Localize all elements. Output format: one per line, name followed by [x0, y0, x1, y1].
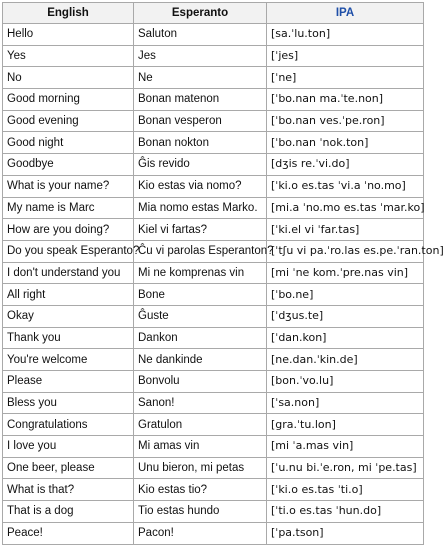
esperanto-cell: Kiel vi fartas? [134, 219, 267, 241]
esperanto-cell: Kio estas tio? [134, 479, 267, 501]
table-row [3, 45, 424, 67]
table-row [3, 436, 424, 458]
table-row [3, 175, 424, 197]
column-header-english: English [3, 3, 134, 24]
ipa-cell: [ˈki.o es.tas ˈti.o] [267, 479, 424, 501]
esperanto-cell: Ĝuste [134, 305, 267, 327]
header-row [3, 3, 424, 24]
table-row [3, 24, 424, 46]
ipa-cell: [ˈki.el vi ˈfar.tas] [267, 219, 424, 241]
english-cell: You're welcome [3, 349, 134, 371]
esperanto-cell: Ĝis revido [134, 154, 267, 176]
ipa-cell: [ˈdan.kon] [267, 327, 424, 349]
table-row [3, 284, 424, 306]
table-row [3, 327, 424, 349]
ipa-cell: [ˈu.nu bi.ˈe.ron, mi ˈpe.tas] [267, 457, 424, 479]
column-header-ipa[interactable]: IPA [267, 3, 424, 24]
ipa-cell: [ˈbo.nan ma.ˈte.non] [267, 89, 424, 111]
ipa-cell: [mi ˈne kom.ˈpre.nas vin] [267, 262, 424, 284]
english-cell: Thank you [3, 327, 134, 349]
esperanto-cell: Saluton [134, 24, 267, 46]
ipa-cell: [ˈbo.nan ˈnok.ton] [267, 132, 424, 154]
ipa-cell: [ˈbo.nan ves.ˈpe.ron] [267, 110, 424, 132]
english-cell: That is a dog [3, 501, 134, 523]
ipa-cell: [ˈtʃu vi pa.ˈro.las es.pe.ˈran.ton] [267, 240, 424, 262]
table-row [3, 89, 424, 111]
table-row [3, 479, 424, 501]
ipa-cell: [bon.ˈvo.lu] [267, 371, 424, 393]
esperanto-cell: Pacon! [134, 522, 267, 544]
table-row [3, 414, 424, 436]
table-row [3, 305, 424, 327]
english-cell: I love you [3, 436, 134, 458]
english-cell: Congratulations [3, 414, 134, 436]
english-cell: Good morning [3, 89, 134, 111]
esperanto-cell: Bonvolu [134, 371, 267, 393]
esperanto-cell: Bone [134, 284, 267, 306]
english-cell: Peace! [3, 522, 134, 544]
ipa-cell: [ˈjes] [267, 45, 424, 67]
english-cell: Do you speak Esperanto? [3, 240, 134, 262]
ipa-cell: [ˈdʒus.te] [267, 305, 424, 327]
english-cell: What is that? [3, 479, 134, 501]
english-cell: Okay [3, 305, 134, 327]
table-row [3, 132, 424, 154]
english-cell: My name is Marc [3, 197, 134, 219]
esperanto-cell: Ĉu vi parolas Esperanton? [134, 240, 267, 262]
esperanto-cell: Sanon! [134, 392, 267, 414]
ipa-cell: [ˈsa.non] [267, 392, 424, 414]
esperanto-cell: Tio estas hundo [134, 501, 267, 523]
table-row [3, 457, 424, 479]
esperanto-cell: Ne dankinde [134, 349, 267, 371]
ipa-cell: [ˈbo.ne] [267, 284, 424, 306]
esperanto-cell: Gratulon [134, 414, 267, 436]
table-row [3, 154, 424, 176]
table-row [3, 371, 424, 393]
english-cell: Good night [3, 132, 134, 154]
esperanto-cell: Mi ne komprenas vin [134, 262, 267, 284]
english-cell: What is your name? [3, 175, 134, 197]
table-row [3, 67, 424, 89]
esperanto-cell: Kio estas via nomo? [134, 175, 267, 197]
english-cell: Good evening [3, 110, 134, 132]
ipa-cell: [ˈti.o es.tas ˈhun.do] [267, 501, 424, 523]
table-row [3, 501, 424, 523]
ipa-cell: [ne.dan.ˈkin.de] [267, 349, 424, 371]
table-body [3, 24, 444, 545]
english-cell: Hello [3, 24, 134, 46]
table-row [3, 240, 424, 262]
table-row [3, 522, 424, 544]
esperanto-cell: Bonan vesperon [134, 110, 267, 132]
column-header-esperanto: Esperanto [134, 3, 267, 24]
esperanto-cell: Ne [134, 67, 267, 89]
esperanto-cell: Jes [134, 45, 267, 67]
english-cell: Bless you [3, 392, 134, 414]
english-cell: One beer, please [3, 457, 134, 479]
esperanto-cell: Bonan matenon [134, 89, 267, 111]
esperanto-cell: Dankon [134, 327, 267, 349]
english-cell: How are you doing? [3, 219, 134, 241]
english-cell: Yes [3, 45, 134, 67]
phrase-table [2, 2, 444, 545]
ipa-cell: [gra.ˈtu.lon] [267, 414, 424, 436]
table-row [3, 110, 424, 132]
english-cell: Please [3, 371, 134, 393]
table-row [3, 349, 424, 371]
table-row [3, 219, 424, 241]
esperanto-cell: Bonan nokton [134, 132, 267, 154]
esperanto-cell: Mi amas vin [134, 436, 267, 458]
english-cell: Goodbye [3, 154, 134, 176]
ipa-cell: [ˈki.o es.tas ˈvi.a ˈno.mo] [267, 175, 424, 197]
table-row [3, 197, 424, 219]
ipa-cell: [mi ˈa.mas vin] [267, 436, 424, 458]
table-row [3, 262, 424, 284]
ipa-cell: [ˈpa.tson] [267, 522, 424, 544]
table-row [3, 392, 424, 414]
ipa-cell: [mi.a ˈno.mo es.tas ˈmar.ko] [267, 197, 424, 219]
ipa-cell: [sa.ˈlu.ton] [267, 24, 424, 46]
esperanto-cell: Unu bieron, mi petas [134, 457, 267, 479]
english-cell: No [3, 67, 134, 89]
english-cell: All right [3, 284, 134, 306]
ipa-cell: [ˈne] [267, 67, 424, 89]
ipa-cell: [dʒis re.ˈvi.do] [267, 154, 424, 176]
esperanto-cell: Mia nomo estas Marko. [134, 197, 267, 219]
english-cell: I don't understand you [3, 262, 134, 284]
